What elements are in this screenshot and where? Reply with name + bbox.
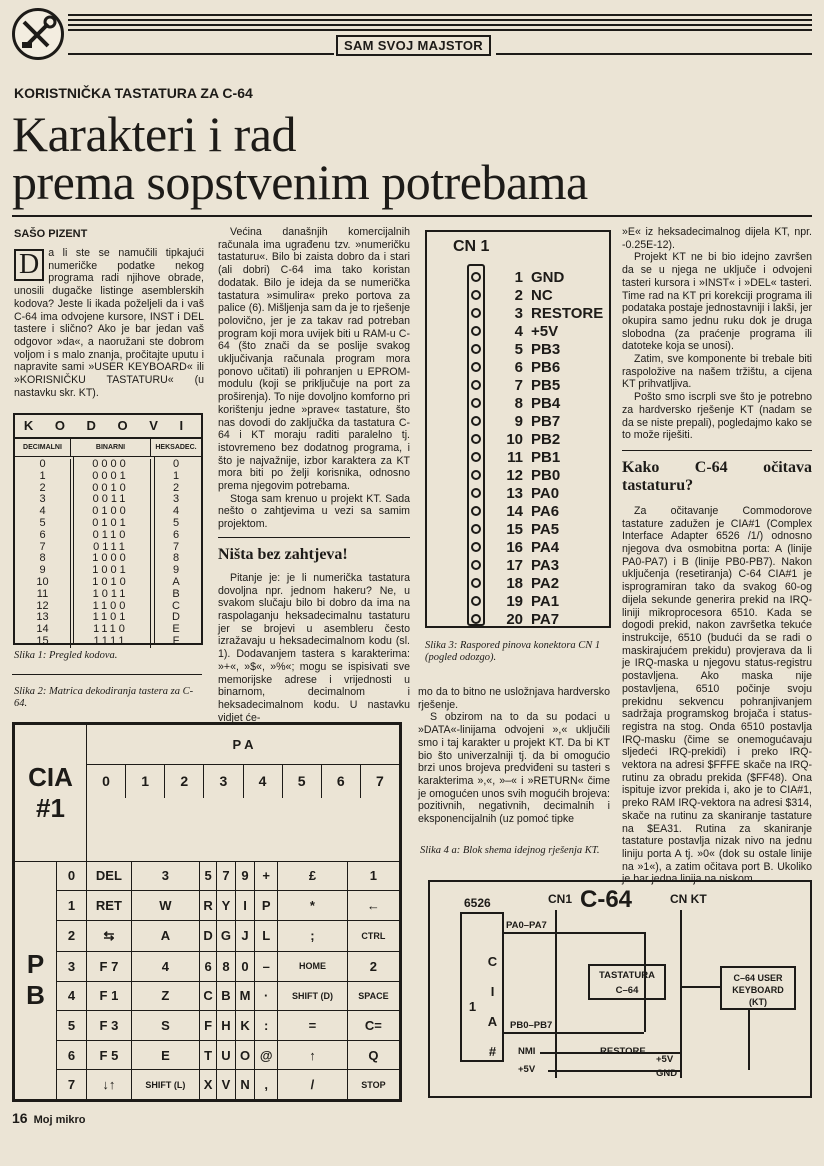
user-keyboard-box: C–64 USER KEYBOARD (KT) (720, 966, 796, 1010)
matrix-key-cell: U (217, 1040, 235, 1070)
page-footer (12, 1110, 86, 1126)
matrix-key-cell: 8 (217, 952, 235, 982)
matrix-key-cell: 1 (347, 861, 399, 891)
matrix-key-cell: SHIFT (L) (131, 1070, 199, 1100)
matrix-key-cell: F 7 (87, 952, 132, 982)
matrix-key-cell: G (217, 920, 235, 951)
matrix-col-header: 6 (321, 765, 360, 798)
matrix-key-cell: ; (278, 920, 348, 951)
article-kicker: KORISTNIČKA TASTATURA ZA C-64 (14, 85, 253, 101)
matrix-key-cell: ↑ (278, 1040, 348, 1070)
table-divider (73, 457, 74, 643)
cia1-box: C I A # 1 (460, 912, 504, 1062)
matrix-col-header: 7 (360, 765, 399, 798)
pin-icon (471, 578, 481, 588)
matrix-row-header: 3 (57, 952, 87, 982)
matrix-key-cell: STOP (347, 1070, 399, 1100)
pa-line (504, 932, 644, 934)
matrix-key-cell: + (255, 861, 278, 891)
cn1-pin: 2 NC (469, 286, 553, 304)
matrix-key-cell: 7 (217, 861, 235, 891)
matrix-row-header: 0 (57, 861, 87, 891)
cn1-pin: 12 PB0 (469, 466, 560, 484)
matrix-key-cell: C (199, 981, 216, 1011)
matrix-row (15, 920, 400, 951)
cn1-pin: 11 PB1 (469, 448, 560, 466)
matrix-col-header: 4 (243, 765, 282, 798)
magazine-name: Moj mikro (33, 1114, 86, 1126)
matrix-key-cell: N (235, 1070, 255, 1100)
matrix-key-cell: D (199, 920, 216, 951)
matrix-key-cell: 4 (131, 952, 199, 982)
diagram-c64-label: C-64 (580, 886, 633, 913)
matrix-key-cell: £ (278, 861, 348, 891)
matrix-key-cell: DEL (87, 861, 132, 891)
column-1: D a li ste se namučili tipkajući numeričke podatke nekog programa radi njihove obrade, unosili dugačke listinge asemblerskih kodova? Jeste li ikada poželjeli da i vaš C-64 ima odvojene kursore, INST i DEL tastere i slično? Ako je bar jedan vaš odgovor »da«, a naoružani ste dobrom voljom i s malo znanja, pročitajte uputu i napravite sami »USER KEYBOARD« ili »KORISNIČKU TASTATURU« (u nastavku skr. KT). (14, 247, 204, 399)
block-diagram: 6526 CN1 C-64 CN KT C I A # 1 PA0–PA7 PB0–PB7 TASTATURA C–64 C–64 USER KEYBOARD (KT) NMI +5V +5V GND (428, 880, 812, 1098)
matrix-row (15, 1011, 400, 1041)
table-row: 12 1100 C (15, 601, 201, 613)
matrix-row (15, 952, 400, 982)
codes-table (13, 413, 203, 645)
matrix-key-cell: M (235, 981, 255, 1011)
pin-icon (471, 272, 481, 282)
matrix-cia-cell: CIA #1 (15, 725, 87, 862)
matrix-row (15, 861, 400, 891)
pin-icon (471, 380, 481, 390)
cn1-pin: 13 PA0 (469, 484, 559, 502)
pin-icon (471, 470, 481, 480)
matrix-key-cell: , (255, 1070, 278, 1100)
matrix-key-cell: F 3 (87, 1011, 132, 1041)
column-4: »E« iz heksadecimalnog dijela KT, npr. -0.25E-12). Projekt KT ne bi bio idejno završen da se u njega ne uključe i odvojeni tasteri kursora i »INST« i »DEL« tasteri. Time rad na KT pri korekciji programa ili podataka postaje jednostavniji i lakši, jer okupira samo jednu ruku dok je druga slobodna (za praćenje programa ili datoteke koja se unosi). Zatim, sve komponente bi trebale biti raspoložive na našem tržištu, a cijena KT prihvatljiva. Pošto smo iscrpli sve što je potrebno za hardversko rješenje KT (nadam se da se niste prepali), pogledajmo kako se to može riješiti. Kako C-64 očitava tastaturu? Za očitavanje Commodorove tastature zadužen je CIA#1 (Complex Interface Adapter 6526 /1/) odnosno njegova dva osmobitna porta: A (linije PA0-PA7) i B (linije PB0-PB7). Nakon uključenja (resetiranja) C-64 CIA#1 je isprogramiran tako da svakog 60-og dijela sekunde generira prekid na IRQ-liniji mikroprocesora 6510. Kada se dogodi prekid, nakon završetka tekuće instrukcije, 6510 (budući da se radi o maskirajućem prekidu) provjerava da li je IRQ-maska u njegovu status-registru postavljena. Ako maska nije postavljena, 6510 počinje svoju prekidnu sekvencu pohranjivanjem sadržaja programskog brojača i status-registra na stog. Onda 6510 postavlja IRQ-masku (čime se onemogućavaju sljedeći IRQ-prekidi) i preko IRQ-vektora na adresi $FFFE skače na IRQ-rutinu za obradu prekida ($FF48). Ona ispituje izvor prekida i, ako je to CIA#1, preko RAM IRQ-vektora na adresi $314, skače na rutinu za skaniranje tastature na $EA31. Rutina za skaniranje tastature postavlja nizak nivo na jednu liniju porta A tj. »0« (dok su ostale linije na »1«), a zatim očitava port B. Ukoliko je bar jedna linija na niskom (622, 226, 812, 886)
matrix-key-cell: A (131, 920, 199, 951)
matrix-row-header: 4 (57, 981, 87, 1011)
matrix-row-header: 7 (57, 1070, 87, 1100)
matrix-key-cell: 0 (235, 952, 255, 982)
matrix-key-cell: O (235, 1040, 255, 1070)
matrix-key-cell: ↓↑ (87, 1070, 132, 1100)
pin-icon (471, 506, 481, 516)
table-row: 11 1011 B (15, 589, 201, 601)
pin-icon (471, 542, 481, 552)
matrix-key-cell: – (255, 952, 278, 982)
matrix-key-cell: L (255, 920, 278, 951)
table-row: 10 1010 A (15, 577, 201, 589)
pin-icon (471, 434, 481, 444)
matrix-key-cell: SPACE (347, 981, 399, 1011)
cn1-pin: 4 +5V (469, 322, 558, 340)
keyboard-c64-box: TASTATURA C–64 (588, 964, 666, 1000)
drop-cap: D (14, 249, 44, 281)
matrix-col-header: 3 (203, 765, 242, 798)
matrix-col-header: 5 (282, 765, 321, 798)
column-3: mo da to bitno ne usložnjava hardversko rješenje. S obzirom na to da su podaci u »DATA«-linijama odvojeni »,« uključili smo i taj karakter u projekt KT. Da bi KT bio što univerzalniji tj. da bi omogućio brzi unos brojeva predviđeni su tasteri s karakterima »,«, »–« i »RETURN« čime je omogućen unos svih mogućih brojeva: pozitivnih, negativnih, decimalnih i eksponencijalnih (uz pomoć tipke (418, 686, 610, 826)
cn1-pin: 9 PB7 (469, 412, 560, 430)
matrix-pb-label: P B (15, 861, 57, 1099)
matrix-key-cell: W (131, 891, 199, 921)
matrix-key-cell: K (235, 1011, 255, 1041)
table-row: 13 1101 D (15, 612, 201, 624)
matrix-key-cell: RET (87, 891, 132, 921)
pin-icon (471, 524, 481, 534)
matrix-key-cell: 6 (199, 952, 216, 982)
matrix-key-cell: J (235, 920, 255, 951)
table-row: 9 1001 9 (15, 565, 201, 577)
cn1-pin: 8 PB4 (469, 394, 560, 412)
table-row: 15 1111 F (15, 636, 201, 648)
matrix-key-cell: ⇆ (87, 920, 132, 951)
matrix-row (15, 1040, 400, 1070)
matrix-key-cell: CTRL (347, 920, 399, 951)
pin-icon (471, 488, 481, 498)
pin-icon (471, 416, 481, 426)
matrix-key-cell: V (217, 1070, 235, 1100)
matrix-key-cell: C= (347, 1011, 399, 1041)
pin-icon (471, 326, 481, 336)
table-row: 6 0110 6 (15, 530, 201, 542)
cn1-pin: 5 PB3 (469, 340, 560, 358)
pin-icon (471, 452, 481, 462)
matrix-key-cell: Q (347, 1040, 399, 1070)
matrix-key-cell: : (255, 1011, 278, 1041)
matrix-row (15, 1070, 400, 1100)
pin-icon (471, 614, 481, 624)
matrix-row-header: 1 (57, 891, 87, 921)
pin-icon (471, 398, 481, 408)
matrix-key-cell: 2 (347, 952, 399, 982)
pin-icon (471, 596, 481, 606)
caption-slika-1: Slika 1: Pregled kodova. (14, 650, 118, 661)
cn1-pin: 20 PA7 (469, 610, 559, 628)
article-author: SAŠO PIZENT (14, 228, 88, 240)
matrix-col-header: 2 (164, 765, 203, 798)
cn1-pin: 15 PA5 (469, 520, 559, 538)
matrix-key-cell: @ (255, 1040, 278, 1070)
cn1-connector-figure (425, 230, 611, 628)
matrix-row (15, 891, 400, 921)
cn1-pin: 16 PA4 (469, 538, 559, 556)
matrix-key-cell: I (235, 891, 255, 921)
matrix-key-cell: H (217, 1011, 235, 1041)
matrix-key-cell: E (131, 1040, 199, 1070)
nmi-label: NMI (518, 1046, 536, 1057)
diagram-chip-label: 6526 (464, 896, 491, 910)
masthead-rule (68, 14, 812, 34)
table-row: 14 1110 E (15, 624, 201, 636)
matrix-key-cell: F (199, 1011, 216, 1041)
cnkt-bar (680, 910, 682, 1078)
matrix-key-cell: X (199, 1070, 216, 1100)
matrix-pa-label: P A (87, 725, 399, 765)
matrix-key-cell: Y (217, 891, 235, 921)
matrix-key-cell: * (278, 891, 348, 921)
table-row: 2 0010 2 (15, 483, 201, 495)
section-rule-left (68, 53, 334, 55)
cn1-pin: 14 PA6 (469, 502, 559, 520)
cn1-label: CN 1 (453, 238, 490, 255)
table-row: 7 0111 7 (15, 542, 201, 554)
pin-icon (471, 308, 481, 318)
column-2: Većina današnjih komercijalnih računala ima ugrađenu tzv. »numeričku tastaturu«. Bilo bi zaista dobro da i stari (ali dobri) C-64 ima tako koristan dodatak. Bilo je ideja da se numerička tastatura »simulira« preko portova za palice (6). Mišljenja sam da je to rješenje polovično, jer je za takav rad potreban program koji mora uvijek biti u RAM-u C-64 (što znači da se poslije svakog uključivanja računala program mora ponovo učitati) ili pohranjen u EPROM-modulu (koji se priključuje na port za proširenja). To nije dovoljno komforno pri korištenju jedne »prave« tastature, što nas dovodi do zaključka da tastatura C-64 i KT moraju raditi paralelno tj. istovremeno bez dodatnog programa, i što je najvažnije, izbor karaktera za KT mora biti po želji korisnika, odnosno prema njegovim potrebama. Stoga sam krenuo u projekt KT. Sada nešto o zahtjevima u vezi sa samim projektom. Ništa bez zahtjeva! Pitanje je: je li numerička tastatura dovoljna npr. jednom hakeru? Ne, u svakom slučaju bilo bi dobro da ima na raspolaganju heksadecimalnu tastaturu jer se brojevi u asembleru često izražavaju u heksadecimalnom kodu (sl. 1). Dodavanjem tastera s karakterima: »+«, »$«, »%«; mogu se ispisivati sve memorijske adrese i vrijednosti u binarnom, decimalnom i heksadecimalnom kodu. U nastavku vidjet će- (218, 226, 410, 724)
title-rule (12, 215, 812, 217)
page-number: 16 (12, 1110, 28, 1126)
table-row: 3 0011 3 (15, 494, 201, 506)
cn1-pin: 7 PB5 (469, 376, 560, 394)
subheading-1: Ništa bez zahtjeva! (218, 545, 348, 563)
matrix-key-cell: = (278, 1011, 348, 1041)
table-row: 5 0101 5 (15, 518, 201, 530)
table-row: 0 0000 0 (15, 459, 201, 471)
table-row: 8 1000 8 (15, 553, 201, 565)
pin-icon (471, 362, 481, 372)
matrix-key-cell: · (255, 981, 278, 1011)
matrix-key-cell: P (255, 891, 278, 921)
caption-slika-3: Slika 3: Raspored pinova konektora CN 1 (pogled odozgo). (425, 640, 601, 663)
matrix-col-header: 0 (102, 773, 110, 789)
cn1-pin: 1 GND (469, 268, 564, 286)
caption-slika-4: Slika 4 a: Blok shema idejnog rješenja KT. (420, 845, 600, 856)
matrix-key-cell: / (278, 1070, 348, 1100)
section-label: SAM SVOJ MAJSTOR (336, 35, 491, 56)
table-row: 4 0100 4 (15, 506, 201, 518)
matrix-key-cell: T (199, 1040, 216, 1070)
matrix-row-header: 5 (57, 1011, 87, 1041)
cn1-pin: 17 PA3 (469, 556, 559, 574)
matrix-col-header: 1 (125, 765, 164, 798)
table-row: 1 0001 1 (15, 471, 201, 483)
matrix-key-cell: F 5 (87, 1040, 132, 1070)
keyboard-matrix (12, 722, 402, 1102)
cn1-pin: 18 PA2 (469, 574, 559, 592)
matrix-key-cell: B (217, 981, 235, 1011)
matrix-row (15, 981, 400, 1011)
pin-icon (471, 344, 481, 354)
table-divider (154, 457, 155, 643)
cn1-pin: 6 PB6 (469, 358, 560, 376)
pin-icon (471, 560, 481, 570)
matrix-key-cell: F 1 (87, 981, 132, 1011)
cn1-pin: 10 PB2 (469, 430, 560, 448)
caption-slika-2: Slika 2: Matrica dekodiranja tastera za C-64. (14, 686, 194, 709)
codes-table-header: DECIMALNI BINARNI HEKSADEC. (15, 439, 201, 457)
article-title: Karakteri i rad prema sopstvenim potrebama (12, 106, 588, 210)
subheading-2: Kako C-64 očitava tastaturu? (622, 458, 812, 494)
diagram-cnkt-label: CN KT (670, 892, 707, 906)
cn1-pin: 3 RESTORE (469, 304, 603, 322)
matrix-key-cell: R (199, 891, 216, 921)
caption-rule (12, 674, 202, 675)
matrix-key-cell: S (131, 1011, 199, 1041)
matrix-key-cell: 5 (199, 861, 216, 891)
matrix-row-header: 6 (57, 1040, 87, 1070)
diagram-cn1-label: CN1 (548, 892, 573, 906)
cn1-pin: 19 PA1 (469, 592, 559, 610)
codes-table-title: K O D O V I (15, 415, 201, 439)
matrix-key-cell: ← (347, 891, 399, 921)
pin-icon (471, 290, 481, 300)
matrix-key-cell: SHIFT (D) (278, 981, 348, 1011)
pb-line (504, 1032, 644, 1034)
matrix-key-cell: Z (131, 981, 199, 1011)
section-rule-right (496, 53, 812, 55)
matrix-row-header: 2 (57, 920, 87, 951)
matrix-key-cell: 3 (131, 861, 199, 891)
column-logo-icon (12, 8, 64, 60)
matrix-key-cell: 9 (235, 861, 255, 891)
matrix-key-cell: HOME (278, 952, 348, 982)
